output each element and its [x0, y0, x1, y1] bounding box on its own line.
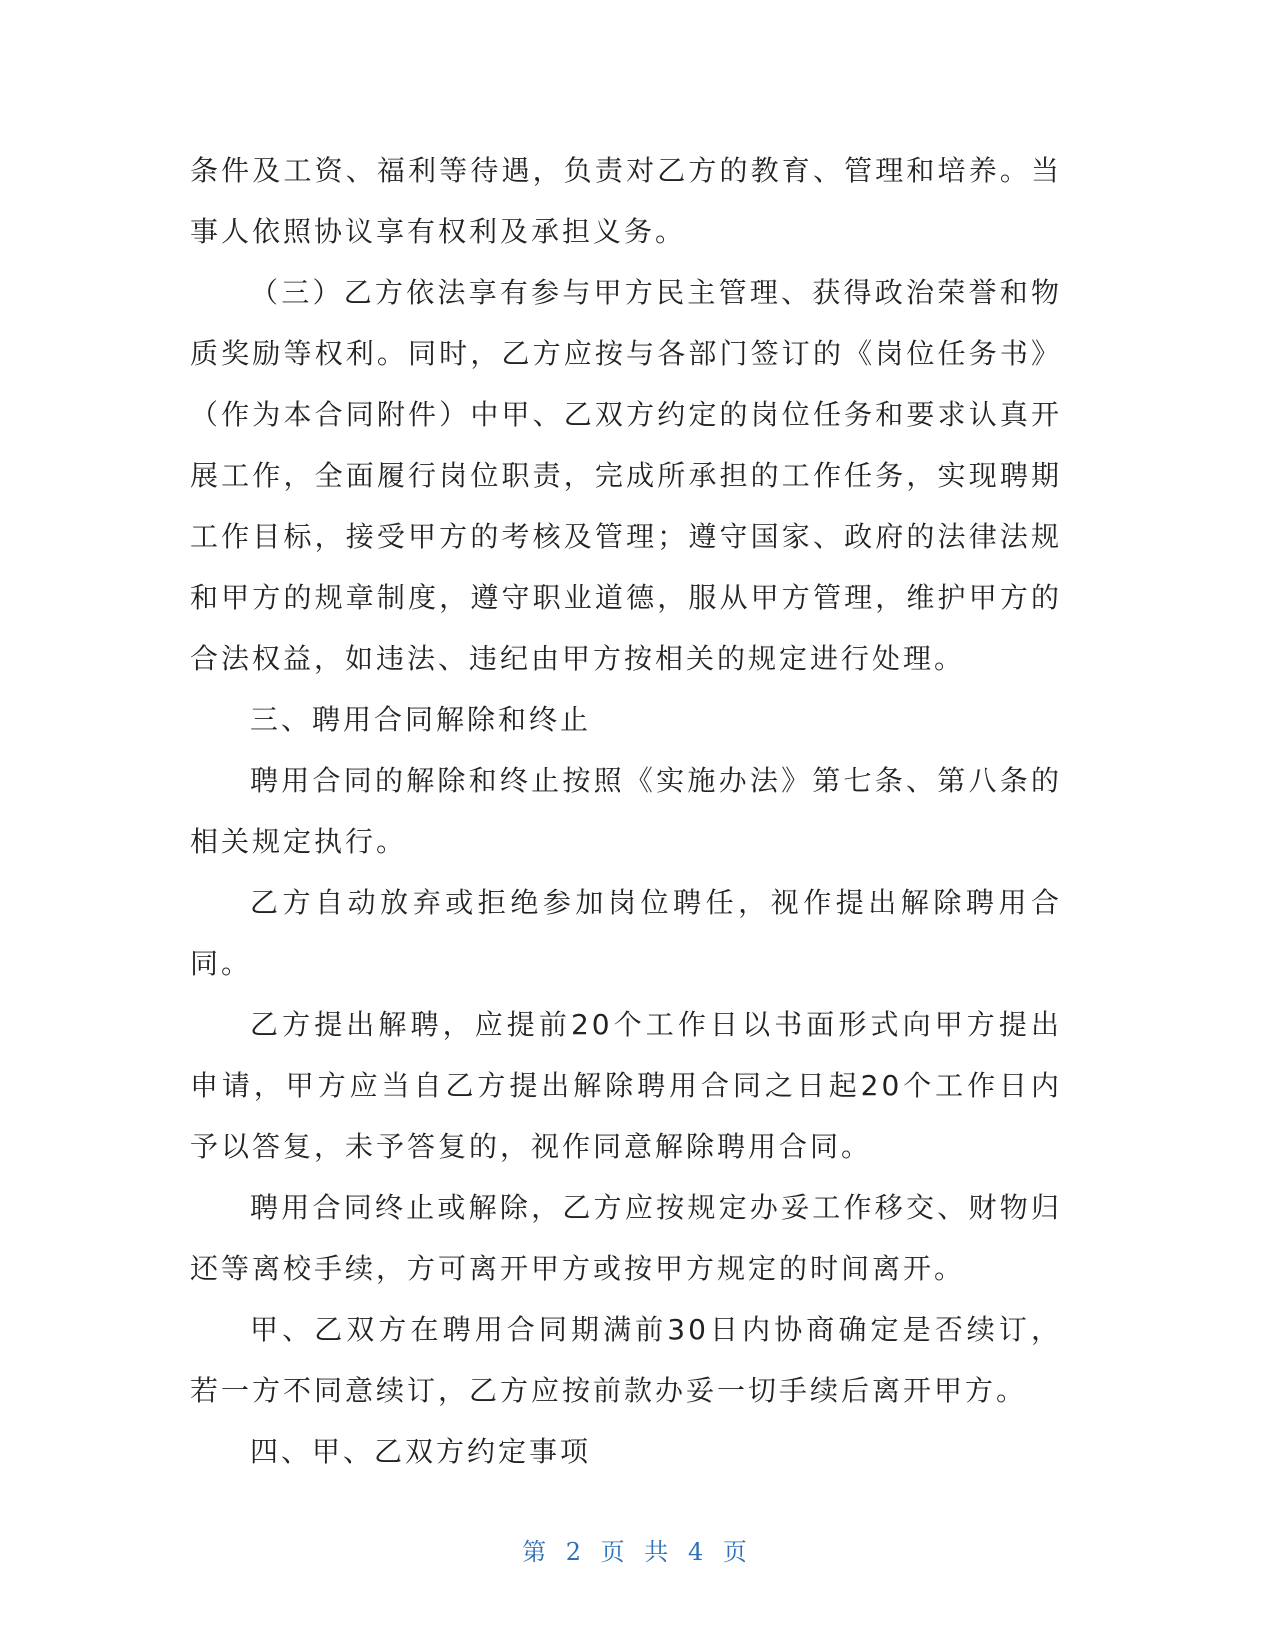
paragraph-1: 条件及工资、福利等待遇，负责对乙方的教育、管理和培养。当事人依照协议享有权利及承担义务。	[190, 154, 1062, 248]
section-heading-4: 四、甲、乙双方约定事项	[250, 1435, 592, 1468]
paragraph-4: 聘用合同的解除和终止按照《实施办法》第七条、第八条的相关规定执行。	[190, 764, 1062, 858]
page-footer: 第 2 页 共 4 页	[522, 1538, 753, 1566]
paragraph-5: 乙方自动放弃或拒绝参加岗位聘任，视作提出解除聘用合同。	[190, 886, 1062, 980]
section-heading-3: 三、聘用合同解除和终止	[250, 703, 592, 736]
paragraph-8: 甲、乙双方在聘用合同期满前30日内协商确定是否续订，若一方不同意续订，乙方应按前款办妥一切手续后离开甲方。	[190, 1313, 1062, 1407]
document-body	[190, 140, 1062, 1482]
paragraph-7: 聘用合同终止或解除，乙方应按规定办妥工作移交、财物归还等离校手续，方可离开甲方或按甲方规定的时间离开。	[190, 1191, 1062, 1285]
paragraph-2: （三）乙方依法享有参与甲方民主管理、获得政治荣誉和物质奖励等权利。同时，乙方应按与各部门签订的《岗位任务书》（作为本合同附件）中甲、乙双方约定的岗位任务和要求认真开展工作，全面履行岗位职责，完成所承担的工作任务，实现聘期工作目标，接受甲方的考核及管理；遵守国家、政府的法律法规和甲方的规章制度，遵守职业道德，服从甲方管理，维护甲方的合法权益，如违法、违纪由甲方按相关的规定进行处理。	[190, 276, 1062, 675]
paragraph-6: 乙方提出解聘，应提前20个工作日以书面形式向甲方提出申请，甲方应当自乙方提出解除聘用合同之日起20个工作日内予以答复，未予答复的，视作同意解除聘用合同。	[190, 1008, 1062, 1163]
